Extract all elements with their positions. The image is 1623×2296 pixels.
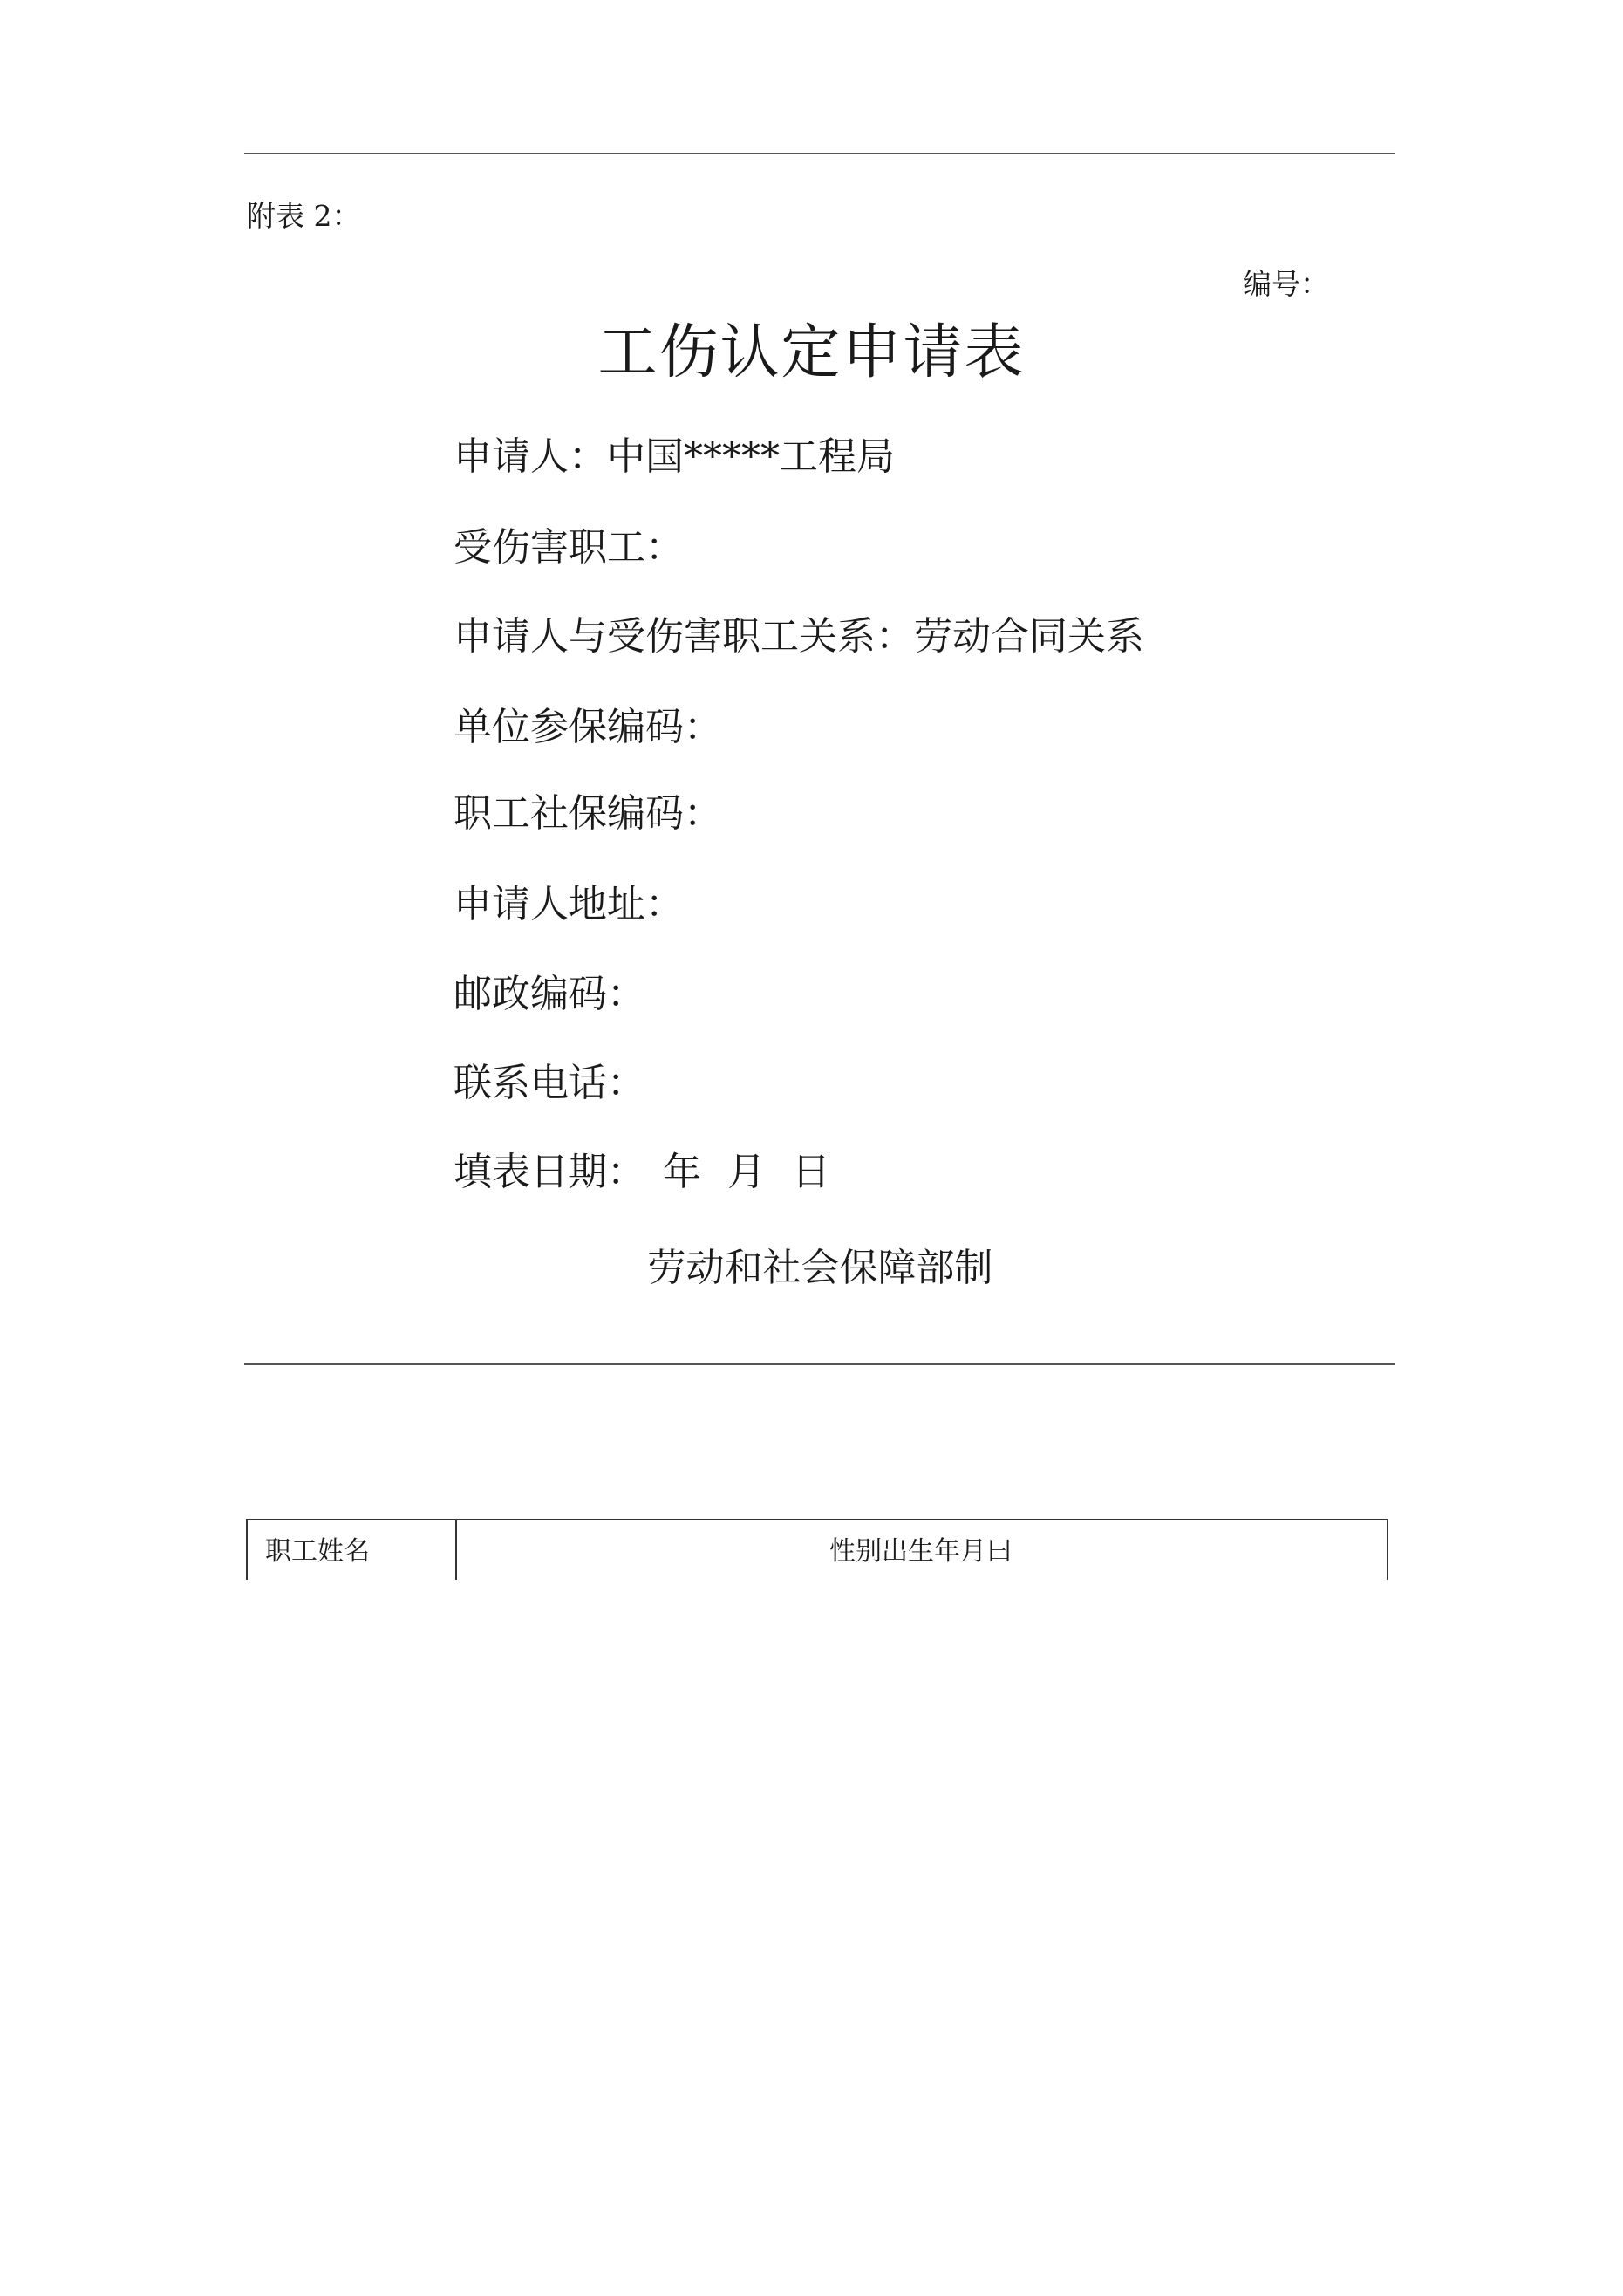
gender-birth-header: 性别出生年月曰 [829, 1536, 1013, 1567]
applicant-address-field: 申请人地址： [453, 882, 684, 926]
fill-date-month: 月 [727, 1150, 766, 1194]
applicant-field: 申请人：中国*****工程局 [453, 434, 895, 479]
phone-field: 联系电话： [453, 1061, 645, 1105]
serial-number-label: 编号： [1243, 267, 1329, 301]
fill-date-field [453, 1146, 839, 1199]
form-title: 工伤认定申请表 [597, 318, 1026, 387]
bottom-divider [244, 1363, 1395, 1365]
worker-social-security-code-field: 职工社保编码： [453, 791, 722, 836]
fill-date-label: 填表日期： [453, 1150, 645, 1194]
postal-code-field: 邮政编码： [453, 972, 645, 1016]
top-divider [244, 153, 1395, 154]
unit-insurance-code-field: 单位参保编码： [453, 705, 722, 749]
fill-date-day: 日 [792, 1150, 830, 1194]
appendix-label: 附表 2： [247, 199, 361, 233]
relationship-field: 申请人与受伤害职工关系：劳动合同关系 [453, 614, 1144, 659]
worker-info-table [246, 1519, 1388, 1580]
worker-name-header: 职工姓名 [265, 1536, 370, 1567]
issuer-label: 劳动和社会保障部制 [647, 1246, 993, 1290]
fill-date-year: 年 [663, 1150, 701, 1194]
injured-worker-field: 受伤害职工： [453, 525, 684, 570]
